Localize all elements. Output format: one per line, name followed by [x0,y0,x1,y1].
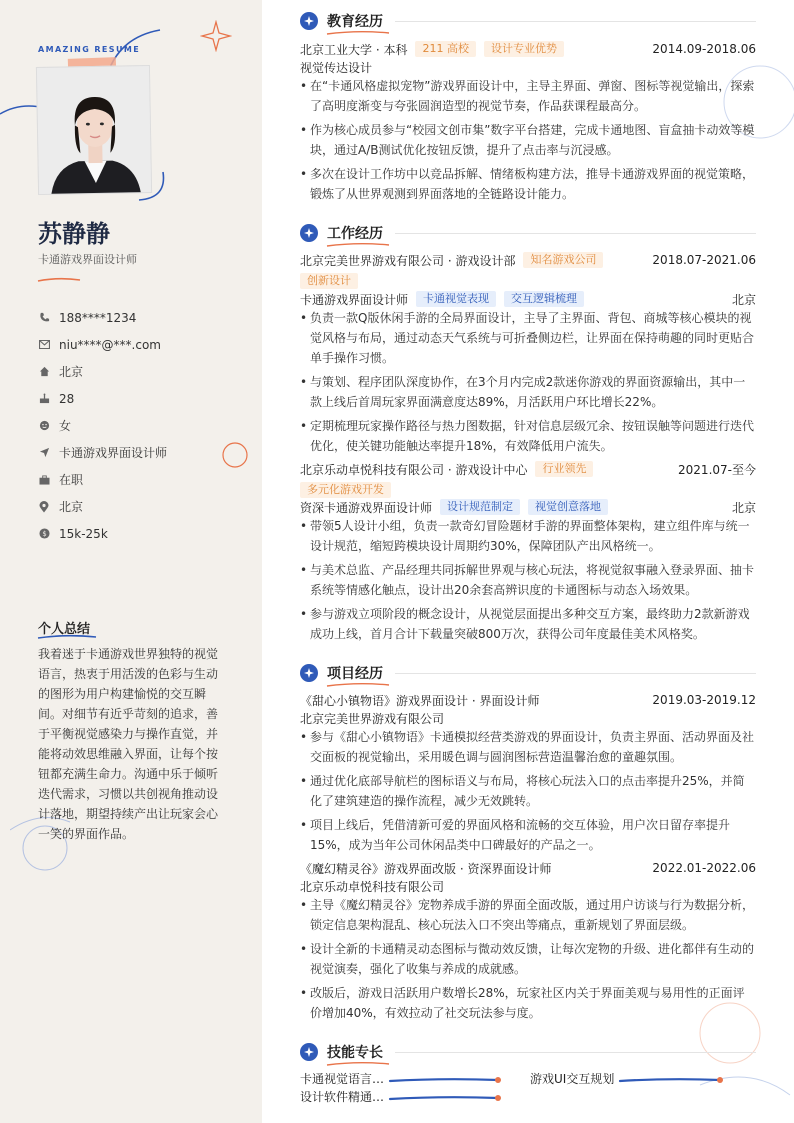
project-header-row [300,691,756,709]
email-icon [38,339,50,351]
location-pin-icon [38,501,50,513]
list-item: • 通过优化底部导航栏的图标语义与布局，将核心玩法入口的点击率提升25%，并简化了建筑建造的操作流程，减少无效跳转。 [300,771,756,811]
cake-icon [38,393,50,405]
skill-bar [618,1074,738,1084]
work-company: 北京乐动卓悦科技有限公司 · 游戏设计中心 [300,462,528,477]
education-tag: 211 高校 [415,41,476,57]
education-school: 北京工业大学 · 本科 [300,42,408,57]
skill-level-fill [390,1079,498,1081]
education-major-row [300,58,756,76]
contact-value: niu****@***.com [59,337,161,352]
list-item: • 在“卡通风格虚拟宠物”游戏界面设计中，主导主界面、弹窗、图标等视觉输出，探索了高明度渐变与夸张圆润造型的视觉节奏，作品获课程最高分。 [300,76,756,116]
name-underline-stroke [36,276,82,284]
contact-value: 卡通游戏界面设计师 [59,446,168,460]
summary-title: 个人总结 [38,622,91,637]
salary-icon [38,528,50,540]
contact-value: 188****1234 [59,310,137,325]
skill-level-marker [495,1095,501,1101]
education-header-row [300,40,756,58]
sparkle-icon [300,224,318,242]
skill-bar [388,1074,508,1084]
list-item: • 与美术总监、产品经理共同拆解世界观与核心玩法，将视觉叙事融入登录界面、抽卡系统等情感化触点，设计出20余套高辨识度的卡通图标与动态入场效果。 [300,560,756,600]
section-header-education [300,11,756,31]
section-title: 工作经历 [327,226,383,242]
project-bullets [300,727,756,859]
role-tag: 交互逻辑梳理 [504,291,584,307]
role-tag: 设计规范制定 [440,499,520,515]
work-header-row [300,251,756,269]
list-item: • 参与《甜心小镇物语》卡通模拟经营类游戏的界面设计，负责主界面、活动界面及社交面板的视觉输出，采用暖色调与圆润图标营造温馨治愈的童趣氛围。 [300,727,756,767]
list-item: • 作为核心成员参与“校园文创市集”数字平台搭建，完成卡通地图、盲盒抽卡动效等模块，通过A/B测试优化按钮反馈，提升了点击率与沉浸感。 [300,120,756,160]
contact-value: 北京 [59,500,84,514]
skill-level-graphic [618,1075,738,1085]
skill-level-marker [717,1077,723,1083]
list-item: • 设计全新的卡通精灵动态图标与微动效反馈，让每次宠物的升级、进化都伴有生动的视觉演奏，强化了收集与养成的成就感。 [300,939,756,979]
skill-level-fill [620,1079,720,1081]
section-header-work [300,223,756,243]
project-company: 北京乐动卓悦科技有限公司 [300,879,445,894]
list-item: • 负责一款Q版休闲手游的全局界面设计，主导了主界面、背包、商城等核心模块的视觉风格与布局，通过动态天气系统与可折叠侧边栏，让界面在保持萌趣的同时更贴合单手操作习惯。 [300,308,756,368]
section-header-skills [300,1042,756,1062]
sparkle-icon [300,12,318,30]
contact-email [38,331,167,358]
skill-bar [388,1092,508,1102]
home-icon [38,366,50,378]
project-company-row [300,877,756,895]
work-city: 北京 [731,500,756,515]
skill-item [300,1070,508,1087]
work-tag: 行业领先 [535,461,593,477]
svg-text:$: $ [41,529,47,538]
section-divider [395,1052,756,1053]
list-item: • 带领5人设计小组，负责一款奇幻冒险题材手游的界面整体架构，建立组件库与统一设计规范，缩短跨模块设计周期约30%，保障团队产出风格统一。 [300,516,756,556]
work-role-row [300,290,756,308]
section-divider [395,21,756,22]
section-title: 技能专长 [327,1045,383,1061]
deco-star [200,20,232,52]
contact-home [38,358,167,385]
role-tag: 卡通视觉表现 [416,291,496,307]
education-date: 2014.09-2018.06 [652,42,756,56]
skill-name: 卡通视觉语言… [300,1072,385,1086]
sidebar [0,0,262,1123]
section-divider [395,673,756,674]
contact-city [38,493,167,520]
skill-level-graphic [388,1075,508,1085]
work-date: 2021.07-至今 [678,462,756,477]
skill-item [300,1088,508,1105]
work-bullets [300,308,756,460]
brand-label: AMAZING RESUME [38,45,141,54]
work-tag: 多元化游戏开发 [300,482,391,498]
phone-icon [38,312,50,324]
section-title: 项目经历 [327,666,383,682]
contact-salary [38,520,167,547]
project-name: 《甜心小镇物语》游戏界面设计 · 界面设计师 [300,693,540,708]
project-company-row [300,709,756,727]
candidate-name: 苏静静 [38,220,110,248]
section-header-project [300,663,756,683]
list-item: • 与策划、程序团队深度协作，在3个月内完成2款迷你游戏的界面资源输出，其中一款上线后首周玩家界面满意度达89%，月活跃用户环比增长22%。 [300,372,756,412]
deco-orange-circle [220,440,250,470]
work-role: 卡通游戏界面设计师 [300,292,409,307]
contact-value: 北京 [59,365,84,379]
contact-age [38,385,167,412]
contact-value: 在职 [59,473,84,487]
candidate-title: 卡通游戏界面设计师 [38,253,137,266]
work-header-row [300,460,756,478]
section-divider [395,233,756,234]
skill-level-fill [390,1097,498,1099]
contact-position [38,439,167,466]
project-date: 2022.01-2022.06 [652,861,756,875]
project-header-row [300,859,756,877]
skill-name: 游戏UI交互规划 [530,1072,615,1086]
skill-name: 设计软件精通… [300,1090,385,1104]
section-underline-stroke [325,30,391,36]
list-item: • 主导《魔幻精灵谷》宠物养成手游的界面全面改版，通过用户访谈与行为数据分析，锁定信息架构混乱、核心玩法入口不突出等痛点，重新规划了界面层级。 [300,895,756,935]
education-bullets [300,76,756,208]
send-icon [38,447,50,459]
work-date: 2018.07-2021.06 [652,253,756,267]
gender-icon [38,420,50,432]
work-tag-row [300,482,756,498]
contact-phone [38,304,167,331]
skill-item [530,1070,738,1087]
contact-value: 15k-25k [59,526,108,541]
sparkle-icon [300,1043,318,1061]
work-role: 资深卡通游戏界面设计师 [300,500,433,515]
work-company: 北京完美世界游戏有限公司 · 游戏设计部 [300,253,516,268]
briefcase-icon [38,474,50,486]
project-bullets [300,895,756,1027]
section-underline-stroke [325,242,391,248]
list-item: • 参与游戏立项阶段的概念设计，从视觉层面提出多种交互方案，最终助力2款新游戏成功上线，首月合计下载量突破800万次，获得公司年度最佳美术风格奖。 [300,604,756,644]
role-tag: 视觉创意落地 [528,499,608,515]
project-name: 《魔幻精灵谷》游戏界面改版 · 资深界面设计师 [300,861,552,876]
work-tag: 知名游戏公司 [523,252,603,268]
work-role-row [300,498,756,516]
education-tag: 设计专业优势 [484,41,564,57]
contact-status [38,466,167,493]
portrait-illustration [37,66,152,195]
sparkle-icon [300,664,318,682]
section-underline-stroke [325,682,391,688]
education-major: 视觉传达设计 [300,60,373,75]
list-item: • 定期梳理玩家操作路径与热力图数据，针对信息层级冗余、按钮误触等问题进行迭代优化，使关键功能触达率提升18%，有效降低用户流失。 [300,416,756,456]
list-item: • 改版后，游戏日活跃用户数增长28%，玩家社区内关于界面美观与易用性的正面评价增加40%，有效拉动了社交玩法参与度。 [300,983,756,1023]
project-company: 北京完美世界游戏有限公司 [300,711,445,726]
work-tag-row [300,273,756,289]
project-date: 2019.03-2019.12 [652,693,756,707]
work-bullets [300,516,756,648]
contact-gender [38,412,167,439]
list-item: • 多次在设计工作坊中以竞品拆解、情绪板构建方法，推导卡通游戏界面的视觉策略，锻炼了从世界观测到界面落地的全链路设计能力。 [300,164,756,204]
contact-list [38,304,167,547]
summary-text: 我着迷于卡通游戏世界独特的视觉语言，热衷于用活泼的色彩与生动的图形为用户构建愉悦的交互瞬间。对细节有近乎苛刻的追求，善于平衡视觉感染力与操作直觉，并能将动效思维融入界面，让每个按钮都充满生命力。沟通中乐于倾听迭代需求，习惯以共创视角推动设计落地，期望持续产出让玩家会心一笑的界面作品。 [38,647,219,841]
contact-value: 女 [59,419,72,433]
section-title: 教育经历 [327,14,383,30]
work-tag: 创新设计 [300,273,358,289]
skill-level-graphic [388,1093,508,1103]
summary-underline-stroke [36,633,98,641]
list-item: • 项目上线后，凭借清新可爱的界面风格和流畅的交互体验，用户次日留存率提升15%，成为当年公司休闲品类中口碑最好的产品之一。 [300,815,756,855]
work-city: 北京 [731,292,756,307]
contact-value: 28 [59,391,75,406]
section-underline-stroke [325,1061,391,1067]
avatar [36,65,152,195]
skill-level-marker [495,1077,501,1083]
